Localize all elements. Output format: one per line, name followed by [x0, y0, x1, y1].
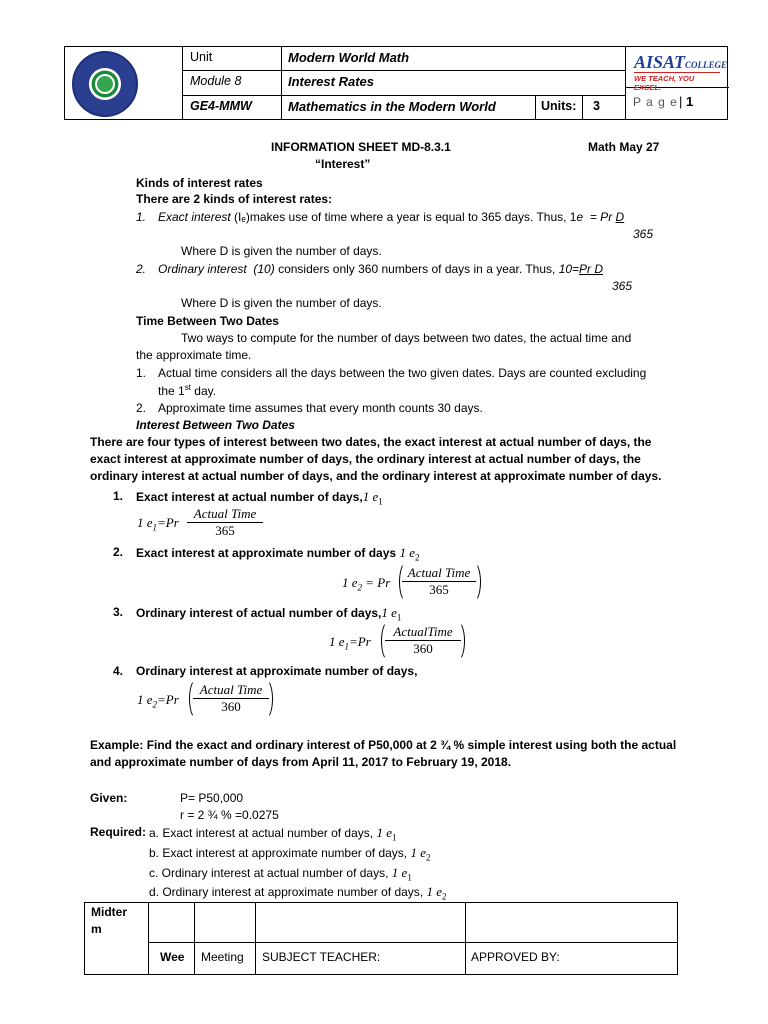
units-value: 3 [593, 99, 600, 113]
type1-number: 1. [113, 489, 124, 503]
unit-label: Unit [190, 50, 213, 64]
footer-table [84, 902, 678, 975]
page-number: 1 [686, 94, 694, 109]
given-label: Given: [90, 791, 128, 805]
sheet-date: Math May 27 [588, 140, 660, 154]
time-para-line2: the approximate time. [136, 348, 252, 362]
ordinary-interest-pr: Pr D [579, 262, 604, 276]
exact-interest-e: e [576, 210, 584, 224]
module-value: Interest Rates [288, 74, 374, 89]
type3-label: Ordinary interest of actual number of days, [136, 606, 382, 620]
course-title: Mathematics in the Modern World [288, 99, 496, 114]
time-item2-number: 2. [136, 401, 147, 415]
required-b: b. Exact interest at approximate number of days, 1 $e_2$ [149, 845, 431, 863]
footer-term-line1: Midter [91, 905, 127, 919]
type4-fraction: Actual Time 360 [193, 682, 269, 715]
type1-label-row: Exact interest at actual number of days,1 $e_1$ [136, 489, 383, 507]
type3-lhs: 1 $e_1=Pr$ [329, 634, 371, 652]
footer-meeting: Meeting [201, 950, 244, 964]
exact-interest-term: Exact interest [158, 210, 231, 224]
between-line1: There are four types of interest between two dates, the exact interest at actual number of days, the [90, 435, 652, 449]
type1-lhs: 1 $e_1=Pr$ [137, 515, 179, 533]
college-name: AISAT [634, 52, 686, 72]
type3-label-row: Ordinary interest of actual number of days,1 $e_1$ [136, 605, 402, 623]
footer-approved-by: APPROVED BY: [471, 950, 560, 964]
given-rate: r = 2 ¾ % =0.0275 [180, 808, 279, 822]
ordinary-interest-denominator: 365 [612, 279, 633, 293]
time-para-line1: Two ways to compute for the number of days between two dates, the actual time and [181, 331, 632, 345]
kinds-item1 [158, 210, 624, 224]
type4-lhs: 1 $e_2=Pr$ [137, 692, 179, 710]
exact-interest-symbol: (Iₑ) [234, 210, 250, 224]
type2-number: 2. [113, 545, 124, 559]
time-item1-line2: the 1st day. [158, 383, 217, 398]
type4-number: 4. [113, 664, 124, 678]
time-item1-number: 1. [136, 366, 147, 380]
kinds-item1-number: 1. [136, 210, 147, 224]
college-suffix: COLLEGE [685, 60, 728, 70]
type2-label-row: Exact interest at approximate number of days 1 $e_2$ [136, 545, 420, 563]
course-code: GE4-MMW [190, 99, 252, 113]
ordinary-interest-eq: 10= [558, 262, 580, 276]
ordinary-interest-term: Ordinary interest [158, 262, 247, 276]
footer-week: Wee [160, 950, 185, 964]
given-principal: P= P50,000 [180, 791, 244, 805]
footer-term-line2: m [91, 922, 102, 936]
type4-label: Ordinary interest at approximate number of days, [136, 664, 418, 678]
type1-label: Exact interest at actual number of days, [136, 490, 363, 504]
between-line3: ordinary interest at actual number of days, and the ordinary interest at approximate number of days. [90, 469, 662, 483]
required-c: c. Ordinary interest at actual number of days, 1 $e_1$ [149, 865, 412, 883]
required-a: a. Exact interest at actual number of days, 1 $e_1$ [149, 825, 397, 843]
time-item1-line1: Actual time considers all the days between the two given dates. Days are counted excluding [158, 366, 647, 380]
between-line2: exact interest at approximate number of days, the ordinary interest at actual number of days, the [90, 452, 641, 466]
exact-interest-denominator: 365 [633, 227, 654, 241]
type2-lhs: 1 $e_2 = Pr$ [342, 575, 391, 593]
ordinary-interest-symbol: (10) [253, 262, 275, 276]
example-line2: and approximate number of days from April 11, 2017 to February 19, 2018. [90, 755, 512, 769]
page-separator: | [679, 94, 683, 109]
unit-value: Modern World Math [288, 50, 410, 65]
seal-center-icon [95, 74, 115, 94]
kinds-item2-number: 2. [136, 262, 147, 276]
time-item2: Approximate time assumes that every month counts 30 days. [158, 401, 483, 415]
kinds-intro: There are 2 kinds of interest rates: [136, 192, 333, 206]
module-label: Module 8 [190, 74, 242, 88]
type2-fraction: Actual Time 365 [402, 565, 476, 598]
kinds-where1: Where D is given the number of days. [181, 244, 382, 258]
exact-interest-text: makes use of time where a year is equal to 365 days. Thus, 1 [249, 210, 577, 224]
kinds-where2: Where D is given the number of days. [181, 296, 382, 310]
type3-number: 3. [113, 605, 124, 619]
page-label: P a g e [633, 95, 678, 109]
required-d: d. Ordinary interest at approximate number of days, 1 $e_2$ [149, 884, 447, 902]
exact-interest-eq: = Pr [589, 210, 613, 224]
time-heading: Time Between Two Dates [136, 314, 279, 328]
type3-fraction: ActualTime 360 [385, 624, 461, 657]
kinds-heading: Kinds of interest rates [136, 176, 263, 190]
example-line1: Example: Find the exact and ordinary interest of P50,000 at 2 ¾ % simple interest using both the actual [90, 738, 677, 752]
college-logo [632, 52, 728, 92]
exact-interest-d: D [615, 210, 625, 224]
units-label: Units: [541, 99, 577, 113]
footer-subject-teacher: SUBJECT TEACHER: [262, 950, 381, 964]
ordinary-interest-text: considers only 360 numbers of days in a year. Thus, [278, 262, 556, 276]
required-label: Required: [90, 825, 147, 839]
sheet-title: INFORMATION SHEET MD-8.3.1 [271, 140, 451, 154]
college-tagline: WE TEACH, YOU EXCEL. [634, 74, 695, 92]
sheet-subtitle: “Interest” [315, 157, 371, 171]
type2-label: Exact interest at approximate number of days [136, 546, 397, 560]
between-heading: Interest Between Two Dates [136, 418, 295, 432]
type1-fraction: Actual Time 365 [187, 506, 263, 539]
kinds-item2 [158, 262, 603, 276]
